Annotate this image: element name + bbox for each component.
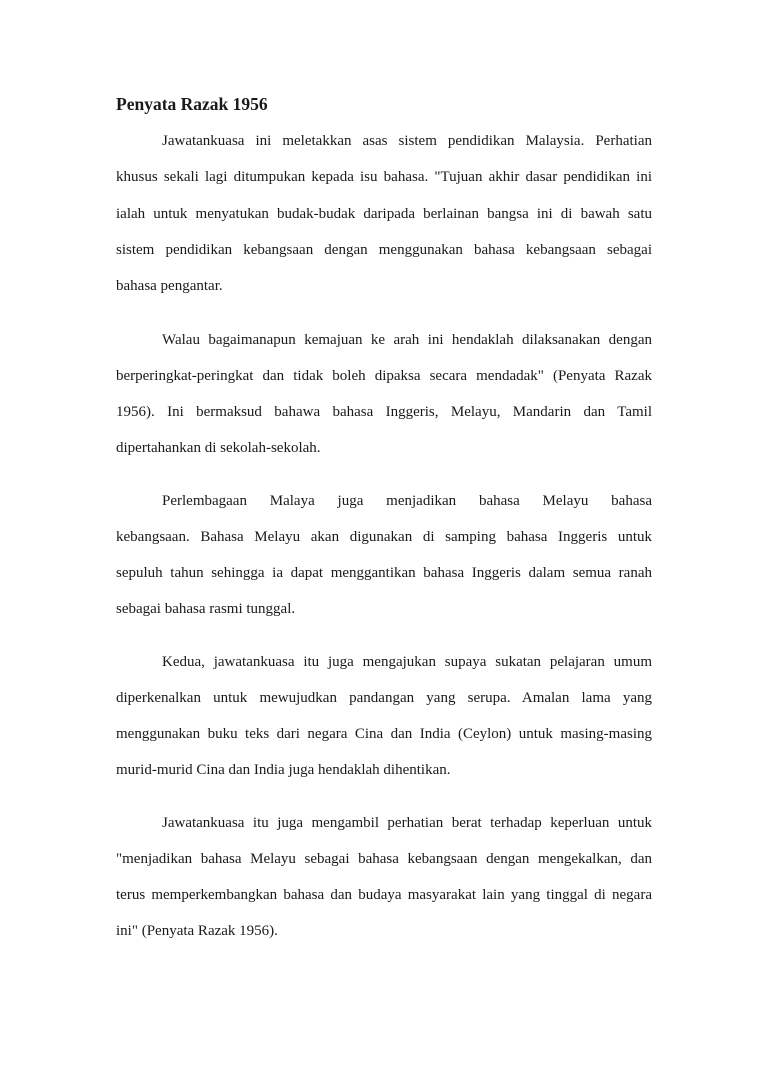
paragraph-1-line-5: bahasa pengantar. (116, 278, 223, 294)
paragraph-1-line-2: khusus sekali lagi ditumpukan kepada isu bahasa. "Tujuan akhir dasar pendidikan ini (116, 169, 652, 185)
paragraph-4-line-1: Kedua, jawatankuasa itu juga mengajukan supaya sukatan pelajaran umum (162, 654, 652, 670)
paragraph-1-line-1: Jawatankuasa ini meletakkan asas sistem pendidikan Malaysia. Perhatian (162, 133, 652, 149)
paragraph-4-line-4: murid-murid Cina dan India juga hendaklah dihentikan. (116, 762, 451, 778)
paragraph-3-line-3: sepuluh tahun sehingga ia dapat menggantikan bahasa Inggeris dalam semua ranah (116, 565, 652, 581)
paragraph-3-line-1: Perlembagaan Malaya juga menjadikan bahasa Melayu bahasa (162, 493, 652, 509)
paragraph-1-line-3: ialah untuk menyatukan budak-budak daripada berlainan bangsa ini di bawah satu (116, 206, 652, 222)
paragraph-3-line-4: sebagai bahasa rasmi tunggal. (116, 601, 296, 617)
paragraph-5-line-3: terus memperkembangkan bahasa dan budaya masyarakat lain yang tinggal di negara (116, 887, 652, 903)
paragraph-2-line-3: 1956). Ini bermaksud bahawa bahasa Inggeris, Melayu, Mandarin dan Tamil (116, 404, 652, 420)
paragraph-5-line-4: ini" (Penyata Razak 1956). (116, 923, 278, 939)
paragraph-5-line-2: "menjadikan bahasa Melayu sebagai bahasa kebangsaan dengan mengekalkan, dan (116, 851, 652, 867)
paragraph-2-line-1: Walau bagaimanapun kemajuan ke arah ini hendaklah dilaksanakan dengan (162, 332, 652, 348)
paragraph-4-line-3: menggunakan buku teks dari negara Cina dan India (Ceylon) untuk masing-masing (116, 726, 652, 742)
paragraph-1-line-4: sistem pendidikan kebangsaan dengan menggunakan bahasa kebangsaan sebagai (116, 242, 652, 258)
paragraph-2-line-4: dipertahankan di sekolah-sekolah. (116, 440, 321, 456)
document-title: Penyata Razak 1956 (116, 94, 268, 114)
paragraph-5-line-1: Jawatankuasa itu juga mengambil perhatian berat terhadap keperluan untuk (162, 815, 652, 831)
paragraph-2-line-2: berperingkat-peringkat dan tidak boleh dipaksa secara mendadak" (Penyata Razak (116, 368, 652, 384)
paragraph-4-line-2: diperkenalkan untuk mewujudkan pandangan yang serupa. Amalan lama yang (116, 690, 652, 706)
paragraph-3-line-2: kebangsaan. Bahasa Melayu akan digunakan di samping bahasa Inggeris untuk (116, 529, 652, 545)
